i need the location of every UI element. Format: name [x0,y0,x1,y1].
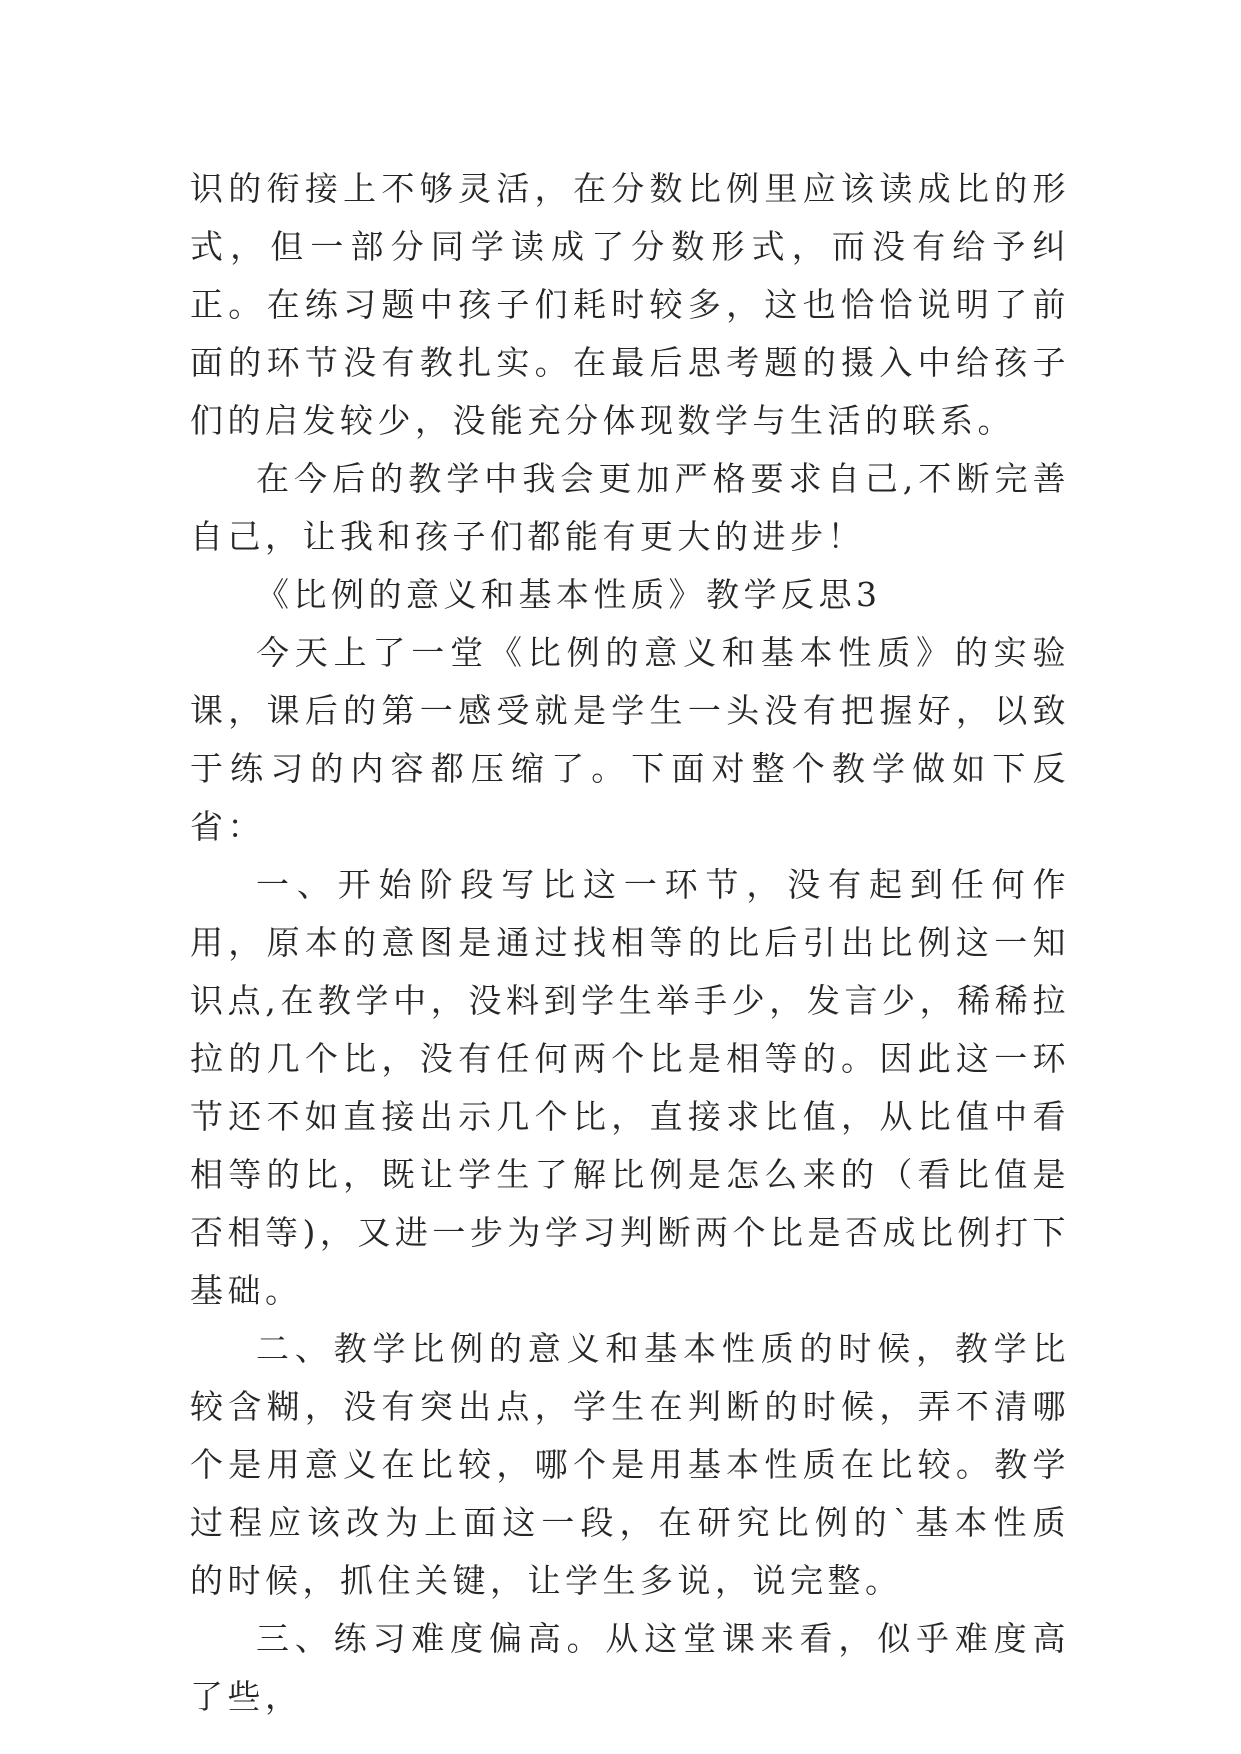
section-heading: 《比例的意义和基本性质》教学反思3 [256,575,882,614]
paragraph-point-one: 一、开始阶段写比这一环节，没有起到任何作用，原本的意图是通过找相等的比后引出比例这一知识点,在教学中，没料到学生举手少，发言少，稀稀拉拉的几个比，没有任何两个比是相等的。因此这一环节还不如直接出示几个比，直接求比值，从比值中看相等的比，既让学生了解比例是怎么来的（看比值是否相等)，又进一步为学习判断两个比是否成比例打下基础。 [190,865,1070,1310]
paragraph-intro: 今天上了一堂《比例的意义和基本性质》的实验课，课后的第一感受就是学生一头没有把握好，以致于练习的内容都压缩了。下面对整个教学做如下反省： [190,633,1070,846]
paragraph-point-two: 二、教学比例的意义和基本性质的时候，教学比较含糊，没有突出点，学生在判断的时候，弄不清哪个是用意义在比较，哪个是用基本性质在比较。教学过程应该改为上面这一段，在研究比例的`基本性质的时候，抓住关键，让学生多说，说完整。 [190,1329,1070,1600]
paragraph-closing: 在今后的教学中我会更加严格要求自己,不断完善自己，让我和孩子们都能有更大的进步！ [190,459,1070,556]
paragraph-point-three: 三、练习难度偏高。从这堂课来看，似乎难度高了些， [190,1619,1070,1716]
paragraph-continuation: 识的衔接上不够灵活，在分数比例里应该读成比的形式，但一部分同学读成了分数形式，而没有给予纠正。在练习题中孩子们耗时较多，这也恰恰说明了前面的环节没有教扎实。在最后思考题的摄入中给孩子们的启发较少，没能充分体现数学与生活的联系。 [190,169,1070,440]
document-body [190,160,1070,1726]
